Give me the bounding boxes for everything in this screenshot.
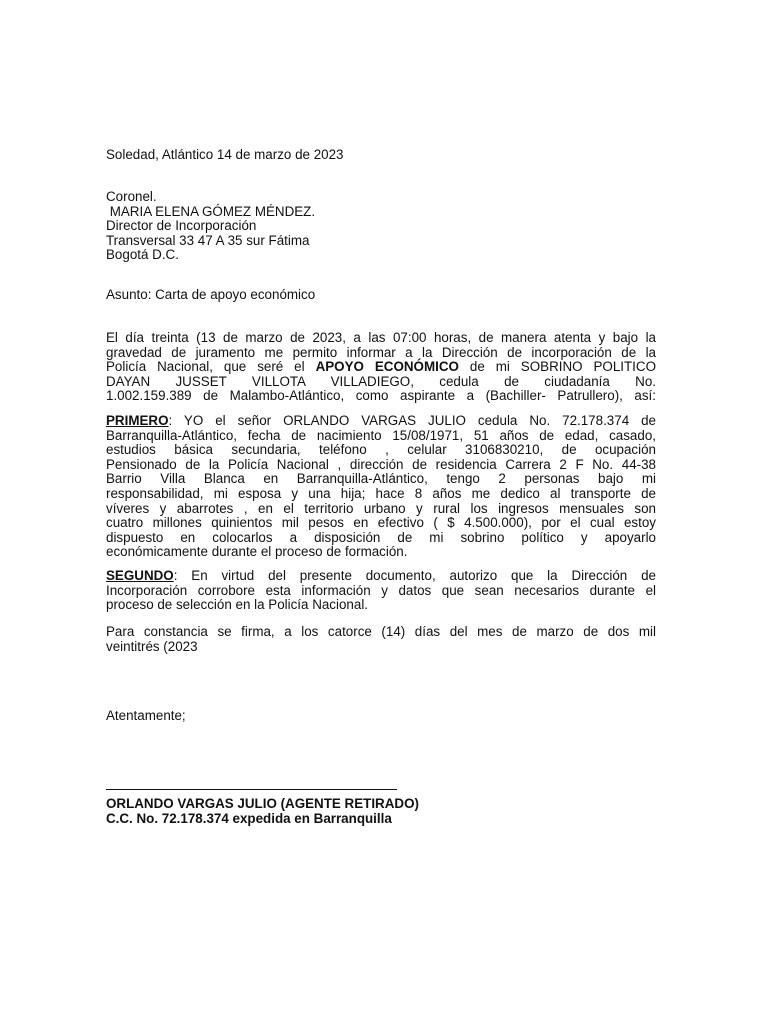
signature-block <box>106 797 656 826</box>
subject-text: Asunto: Carta de apoyo económico <box>106 287 316 302</box>
recipient-title: Coronel. <box>106 189 157 204</box>
recipient-city: Bogotá D.C. <box>106 247 179 263</box>
segundo-line: proceso de selección en la Policía Nacional. <box>106 597 369 613</box>
intro-line: DAYAN JUSSET VILLOTA VILLADIEGO, cedula de ciudadanía No. <box>106 373 656 389</box>
segundo-label: SEGUNDO <box>106 568 174 583</box>
segundo-text: : En virtud del presente documento, autorizo que la Dirección de <box>173 568 656 583</box>
subject-line <box>106 288 656 303</box>
primero-line: Barrio Villa Blanca en Barranquilla-Atlántico, tengo 2 personas bajo mi <box>106 471 656 487</box>
intro-line: gravedad de juramento me permito informar a la Dirección de incorporación de la <box>106 344 656 360</box>
recipient-block <box>106 190 656 263</box>
primero-text: : YO el señor ORLANDO VARGAS JULIO cedula No. 72.178.374 de <box>168 413 656 428</box>
primero-label: PRIMERO <box>106 413 169 428</box>
recipient-name: MARIA ELENA GÓMEZ MÉNDEZ. <box>106 203 316 219</box>
recipient-role: Director de Incorporación <box>106 218 257 234</box>
constancia-line: Para constancia se firma, a los catorce (14) días del mes de marzo de dos mil <box>106 624 656 639</box>
recipient-address: Transversal 33 47 A 35 sur Fátima <box>106 232 310 248</box>
primero-line: económicamente durante el proceso de formación. <box>106 544 408 560</box>
constancia-line: veintitrés (2023 <box>106 638 198 654</box>
primero-line: dispuesto en colocarlos a disposición de mi sobrino político y apoyarlo <box>106 529 656 545</box>
primero-line: responsabilidad, mi esposa y una hija; hace 8 años me dedico al transporte de <box>106 485 656 501</box>
date-text: Soledad, Atlántico 14 de marzo de 2023 <box>106 147 344 162</box>
primero-line: estudios básica secundaria, teléfono , celular 3106830210, de ocupación <box>106 442 656 458</box>
intro-paragraph <box>106 331 656 404</box>
signer-id: C.C. No. 72.178.374 expedida en Barranquilla <box>106 810 392 826</box>
primero-line: Pensionado de la Policía Nacional , dirección de residencia Carrera 2 F No. 44-38 <box>106 456 656 472</box>
primero-line: víveres y abarrotes , en el territorio urbano y rural los ingresos mensuales son <box>106 500 656 516</box>
primero-line: cuatro millones quinientos mil pesos en efectivo ( $ 4.500.000), por el cual estoy <box>106 515 656 531</box>
apoyo-economico-bold: APOYO ECONÓMICO <box>315 359 459 375</box>
signer-name: ORLANDO VARGAS JULIO (AGENTE RETIRADO) <box>106 796 419 811</box>
primero-line-1 <box>106 414 656 429</box>
intro-line-3 <box>106 360 656 375</box>
date-line <box>106 148 656 163</box>
primero-paragraph <box>106 414 656 560</box>
segundo-line-1 <box>106 569 656 584</box>
segundo-paragraph <box>106 569 656 613</box>
constancia-paragraph <box>106 625 656 654</box>
intro-text: de mi SOBRINO POLITICO <box>458 359 656 375</box>
primero-line: Barranquilla-Atlántico, fecha de nacimiento 15/08/1971, 51 años de edad, casado, <box>106 427 656 443</box>
intro-text: Policía Nacional, que seré el <box>106 359 316 375</box>
intro-line: El día treinta (13 de marzo de 2023, a las 07:00 horas, de manera atenta y bajo la <box>106 330 656 345</box>
closing <box>106 709 656 724</box>
segundo-line: Incorporación corrobore esta información y datos que sean necesarios durante el <box>106 582 656 598</box>
intro-line: 1.002.159.389 de Malambo-Atlántico, como aspirante a (Bachiller- Patrullero), así: <box>106 388 656 404</box>
signature-line <box>106 789 397 790</box>
closing-text: Atentamente; <box>106 708 186 723</box>
